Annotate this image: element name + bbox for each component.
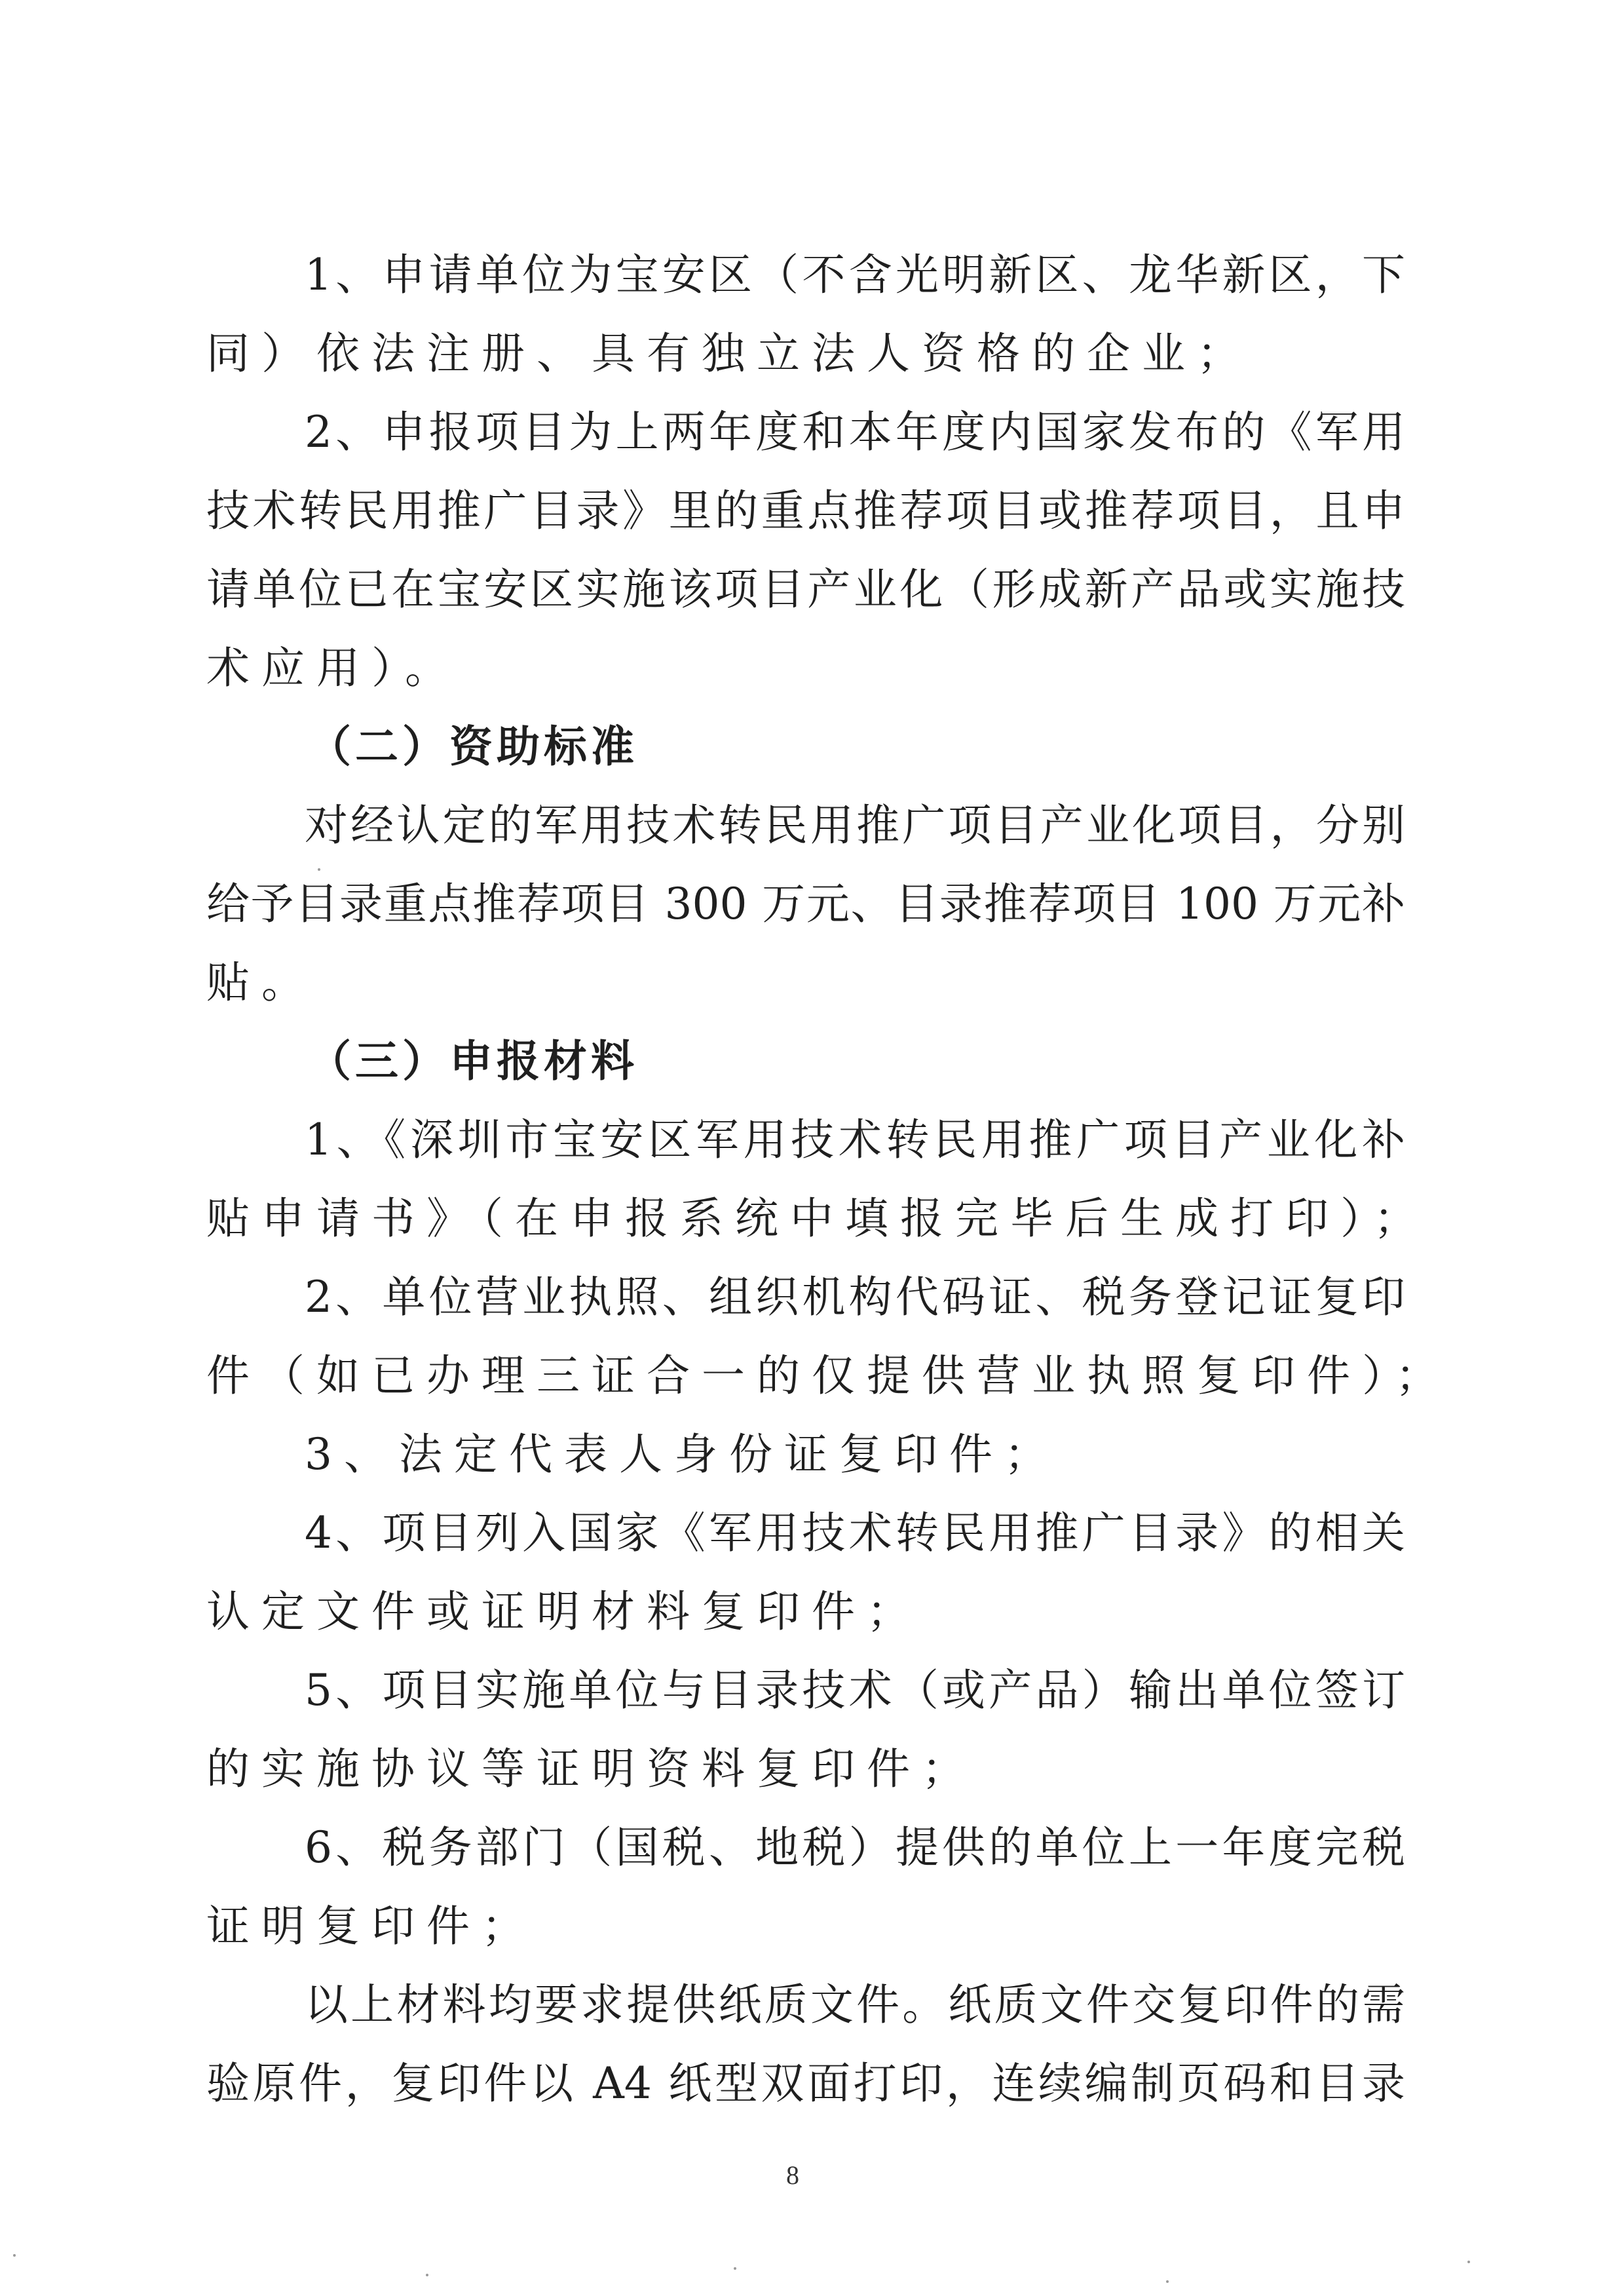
paragraph-line: 贴。	[206, 957, 316, 1008]
scan-speck	[13, 2254, 16, 2257]
section-heading: （三）申报材料	[308, 1036, 638, 1086]
paragraph-line: 2、申报项目为上两年度和本年度内国家发布的《军用	[305, 407, 1405, 457]
paragraph-line: 术应用）。	[206, 643, 460, 693]
paragraph-line: 认定文件或证明材料复印件；	[206, 1586, 922, 1637]
scan-speck	[1166, 2280, 1169, 2283]
paragraph-line: 对经认定的军用技术转民用推广项目产业化项目，分别	[305, 800, 1405, 851]
paragraph-line: 件（如已办理三证合一的仅提供营业执照复印件）；	[206, 1350, 1450, 1401]
paragraph-line: 证明复印件；	[206, 1901, 537, 1951]
scan-speck	[734, 2267, 736, 2270]
scan-speck	[318, 868, 320, 871]
paragraph-line: 1、《深圳市宝安区军用技术转民用推广项目产业化补	[305, 1115, 1405, 1165]
paragraph-line: 的实施协议等证明资料复印件；	[206, 1744, 977, 1794]
scan-speck	[1467, 2261, 1470, 2263]
paragraph-line: 技术转民用推广目录》里的重点推荐项目或推荐项目，且申	[206, 486, 1405, 536]
paragraph-line: 以上材料均要求提供纸质文件。纸质文件交复印件的需	[305, 1980, 1405, 2030]
paragraph-line: 验原件，复印件以 A4 纸型双面打印，连续编制页码和目录	[206, 2058, 1405, 2109]
section-heading: （二）资助标准	[308, 721, 638, 772]
paragraph-line: 6、税务部门（国税、地税）提供的单位上一年度完税	[305, 1822, 1405, 1873]
paragraph-line: 给予目录重点推荐项目 300 万元、目录推荐项目 100 万元补	[206, 879, 1405, 929]
paragraph-line: 4、项目列入国家《军用技术转民用推广目录》的相关	[305, 1508, 1405, 1558]
page-number: 8	[786, 2160, 799, 2190]
paragraph-line: 1、申请单位为宝安区（不含光明新区、龙华新区，下	[305, 250, 1405, 300]
paragraph-line: 5、项目实施单位与目录技术（或产品）输出单位签订	[305, 1665, 1405, 1715]
scan-speck	[426, 2274, 428, 2276]
paragraph-line: 2、单位营业执照、组织机构代码证、税务登记证复印	[305, 1272, 1405, 1322]
paragraph-line: 3、法定代表人身份证复印件；	[305, 1429, 1059, 1480]
paragraph-line: 请单位已在宝安区实施该项目产业化（形成新产品或实施技	[206, 564, 1405, 615]
paragraph-line: 同）依法注册、具有独立法人资格的企业；	[206, 328, 1252, 379]
paragraph-line: 贴申请书》（在申报系统中填报完毕后生成打印）；	[206, 1193, 1429, 1244]
